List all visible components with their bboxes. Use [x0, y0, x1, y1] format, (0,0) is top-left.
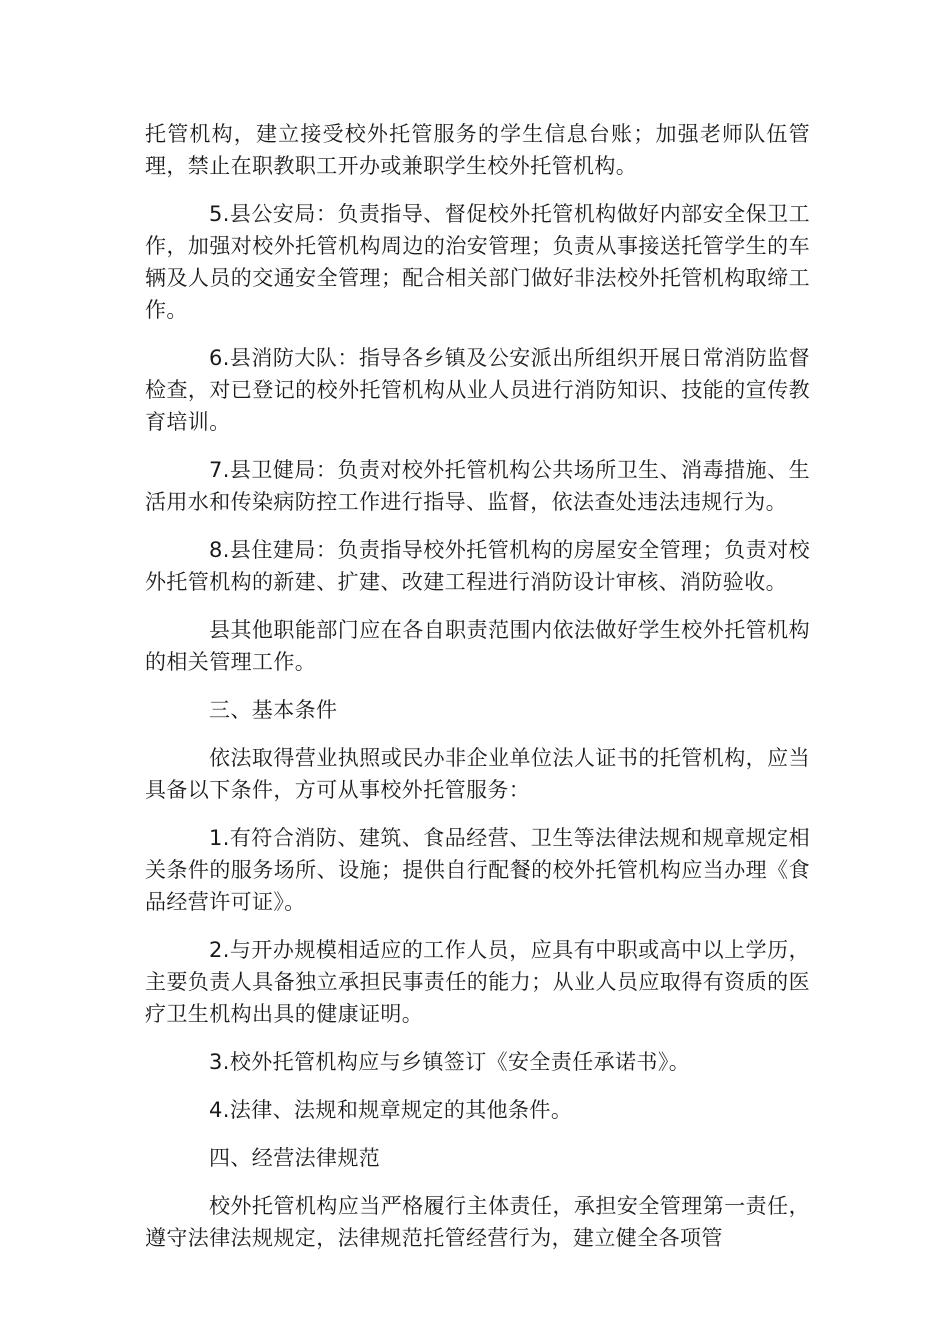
paragraph-continuation: 托管机构，建立接受校外托管服务的学生信息台账；加强老师队伍管理，禁止在职教职工开办或兼职学生校外托管机构。 [145, 122, 810, 178]
paragraph-public-security: 5.县公安局：负责指导、督促校外托管机构做好内部安全保卫工作，加强对校外托管机构周边的治安管理；负责从事接送托管学生的车辆及人员的交通安全管理；配合相关部门做好非法校外托管机构取缔工作。 [145, 202, 810, 322]
paragraph-condition-3: 3.校外托管机构应与乡镇签订《安全责任承诺书》。 [209, 1050, 691, 1074]
paragraph-business-norms: 校外托管机构应当严格履行主体责任，承担安全管理第一责任，遵守法律法规规定，法律规范托管经营行为，建立健全各项管 [145, 1194, 810, 1250]
paragraph-condition-1: 1.有符合消防、建筑、食品经营、卫生等法律法规和规章规定相关条件的服务场所、设施；提供自行配餐的校外托管机构应当办理《食品经营许可证》。 [145, 826, 810, 914]
section-heading-basic-conditions: 三、基本条件 [209, 698, 338, 722]
paragraph-conditions-intro: 依法取得营业执照或民办非企业单位法人证书的托管机构，应当具备以下条件，方可从事校外托管服务： [145, 746, 810, 802]
paragraph-housing-bureau: 8.县住建局：负责指导校外托管机构的房屋安全管理；负责对校外托管机构的新建、扩建、改建工程进行消防设计审核、消防验收。 [145, 538, 810, 594]
paragraph-condition-4: 4.法律、法规和规章规定的其他条件。 [209, 1098, 573, 1122]
section-heading-business-norms: 四、经营法律规范 [209, 1146, 381, 1170]
document-body [145, 118, 810, 1270]
paragraph-fire-brigade: 6.县消防大队：指导各乡镇及公安派出所组织开展日常消防监督检查，对已登记的校外托管机构从业人员进行消防知识、技能的宣传教育培训。 [145, 346, 810, 434]
paragraph-health-bureau: 7.县卫健局：负责对校外托管机构公共场所卫生、消毒措施、生活用水和传染病防控工作进行指导、监督，依法查处违法违规行为。 [145, 458, 810, 514]
paragraph-other-departments: 县其他职能部门应在各自职责范围内依法做好学生校外托管机构的相关管理工作。 [145, 618, 810, 674]
paragraph-condition-2: 2.与开办规模相适应的工作人员，应具有中职或高中以上学历，主要负责人具备独立承担民事责任的能力；从业人员应取得有资质的医疗卫生机构出具的健康证明。 [145, 938, 810, 1026]
